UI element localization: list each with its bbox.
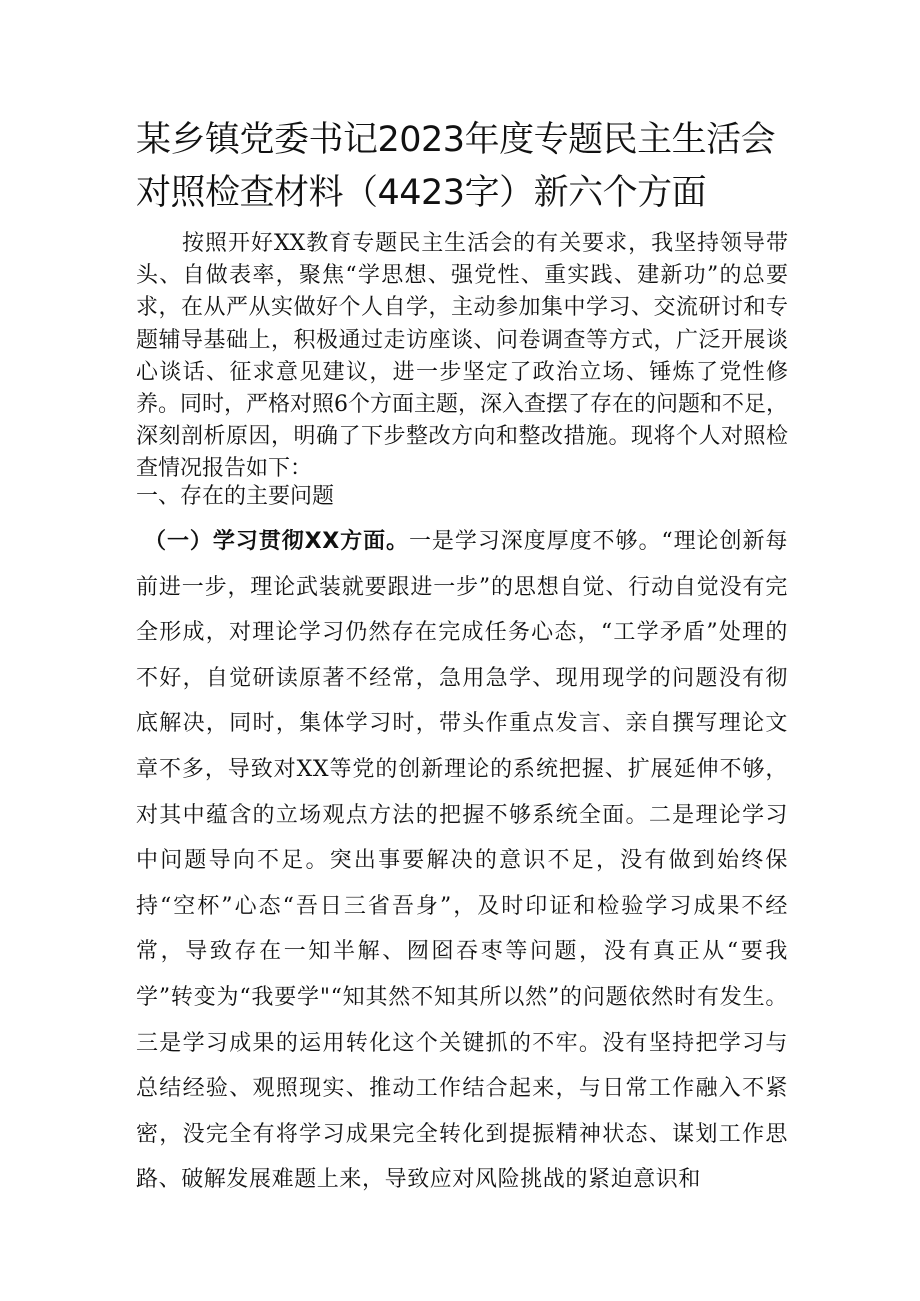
problem-item-1-body: 一是学习深度厚度不够。“理论创新每前进一步，理论武装就要跟进一步”的思想自觉、行动自觉没有完全形成，对理论学习仍然存在完成任务心态，“工学矛盾”处理的不好，自觉研读原著不经常，急用急学、现用现学的问题没有彻底解决，同时，集体学习时，带头作重点发言、亲自撰写理论文章不多，导致对XX等党的创新理论的系统把握、扩展延伸不够，对其中蕴含的立场观点方法的把握不够系统全面。二是理论学习中问题导向不足。突出事要解决的意识不足，没有做到始终保持“空杯”心态“吾日三省吾身”，及时印证和检验学习成果不经常，导致存在一知半解、囫囵吞枣等问题，没有真正从“要我学”转变为“我要学"“知其然不知其所以然”的问题依然时有发生。三是学习成果的运用转化这个关键抓的不牢。没有坚持把学习与总结经验、观照现实、推动工作结合起来，与日常工作融入不紧密，没完全有将学习成果完全转化到提振精神状态、谋划工作思路、破解发展难题上来，导致应对风险挑战的紧迫意识和 [136, 529, 789, 1193]
problem-item-1-lead: （一）学习贯彻XX方面。 [144, 529, 409, 554]
document-title-line-1: 某乡镇党委书记2023年度专题民主生活会 [136, 120, 776, 160]
intro-paragraph: 按照开好XX教育专题民主生活会的有关要求，我坚持领导带头、自做表率，聚焦“学思想、强党性、重实践、建新功”的总要求，在从严从实做好个人自学，主动参加集中学习、交流研讨和专题辅导基础上，积极通过走访座谈、问卷调查等方式，广泛开展谈心谈话、征求意见建议，进一步坚定了政治立场、锤炼了党性修养。同时，严格对照6个方面主题，深入查摆了存在的问题和不足，深刻剖析原因，明确了下步整改方向和整改措施。现将个人对照检查情况报告如下： [136, 231, 788, 482]
problem-item-1-paragraph [136, 519, 788, 1203]
section-heading-main-problems: 一、存在的主要问题 [136, 484, 335, 509]
document-title-line-2: 对照检查材料（4423字）新六个方面 [136, 173, 707, 213]
